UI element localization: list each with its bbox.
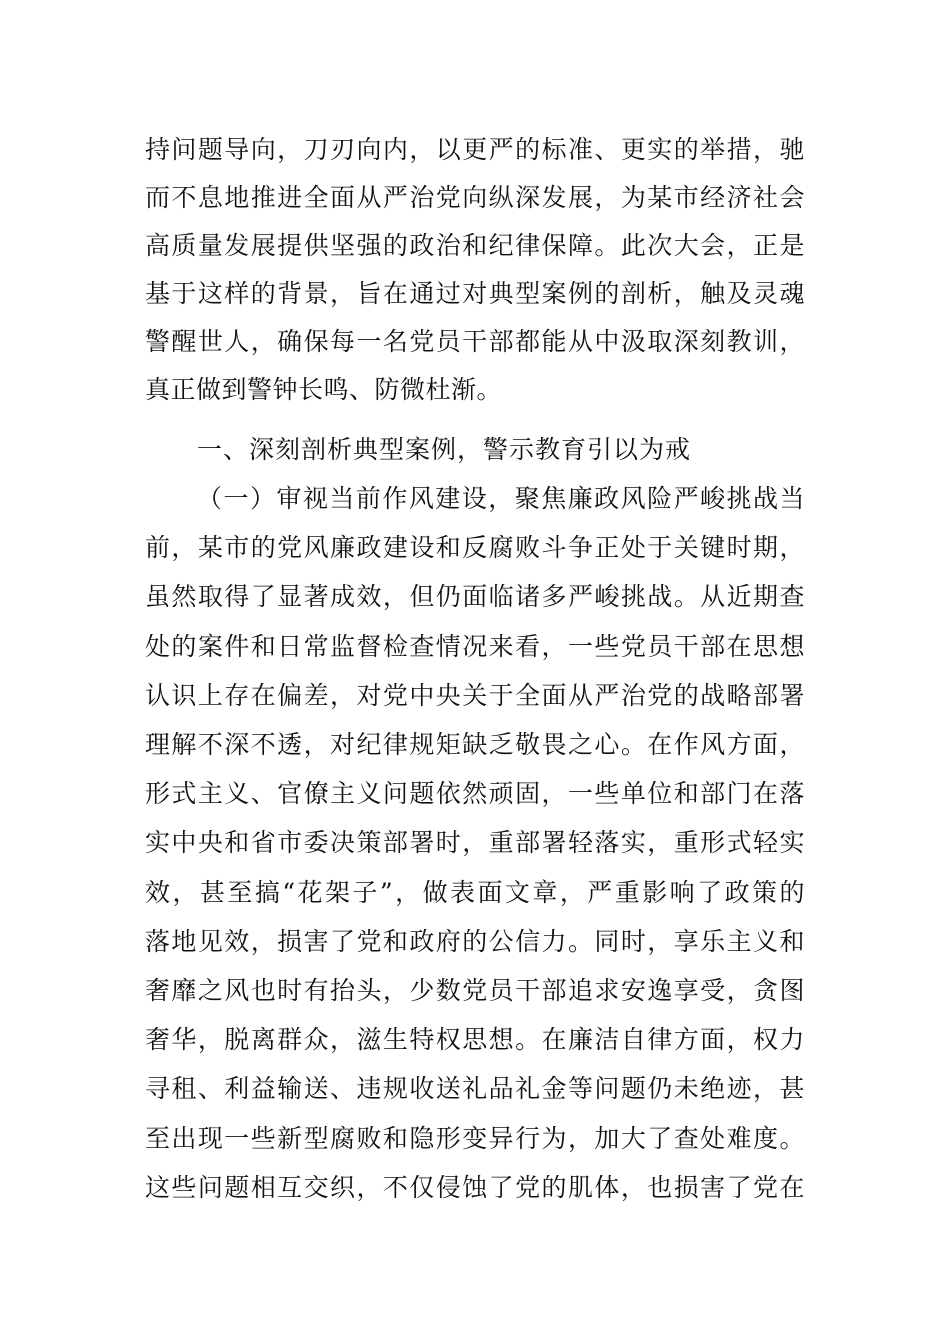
- text-line: 寻租、利益输送、违规收送礼品礼金等问题仍未绝迹，甚: [145, 1074, 805, 1103]
- section-heading: 一、深刻剖析典型案例，警示教育引以为戒: [197, 435, 692, 464]
- text-line: 基于这样的背景，旨在通过对典型案例的剖析，触及灵魂: [145, 279, 805, 308]
- text-line: 这些问题相互交织，不仅侵蚀了党的肌体，也损害了党在: [145, 1173, 805, 1202]
- text-line: 奢华，脱离群众，滋生特权思想。在廉洁自律方面，权力: [145, 1025, 805, 1054]
- text-line: 落地见效，损害了党和政府的公信力。同时，享乐主义和: [145, 927, 805, 956]
- text-line: 处的案件和日常监督检查情况来看，一些党员干部在思想: [145, 632, 805, 661]
- text-line: 前，某市的党风廉政建设和反腐败斗争正处于关键时期，: [145, 533, 805, 562]
- text-line: 持问题导向，刀刃向内，以更严的标准、更实的举措，驰: [145, 135, 805, 164]
- text-line: （一）审视当前作风建设，聚焦廉政风险严峻挑战当: [197, 484, 805, 513]
- text-line: 高质量发展提供坚强的政治和纪律保障。此次大会，正是: [145, 231, 805, 260]
- text-line: 实中央和省市委决策部署时，重部署轻落实，重形式轻实: [145, 828, 805, 857]
- text-line: 警醒世人，确保每一名党员干部都能从中汲取深刻教训，: [145, 327, 805, 356]
- text-line: 真正做到警钟长鸣、防微杜渐。: [145, 375, 503, 404]
- text-line: 认识上存在偏差，对党中央关于全面从严治党的战略部署: [145, 681, 805, 710]
- text-line: 至出现一些新型腐败和隐形变异行为，加大了查处难度。: [145, 1124, 805, 1153]
- text-line: 虽然取得了显著成效，但仍面临诸多严峻挑战。从近期查: [145, 582, 805, 611]
- text-line: 奢靡之风也时有抬头，少数党员干部追求安逸享受，贪图: [145, 976, 805, 1005]
- text-line: 理解不深不透，对纪律规矩缺乏敬畏之心。在作风方面，: [145, 730, 805, 759]
- text-line: 效，甚至搞“花架子”，做表面文章，严重影响了政策的: [145, 878, 805, 907]
- text-line: 形式主义、官僚主义问题依然顽固，一些单位和部门在落: [145, 779, 805, 808]
- text-line: 而不息地推进全面从严治党向纵深发展，为某市经济社会: [145, 183, 805, 212]
